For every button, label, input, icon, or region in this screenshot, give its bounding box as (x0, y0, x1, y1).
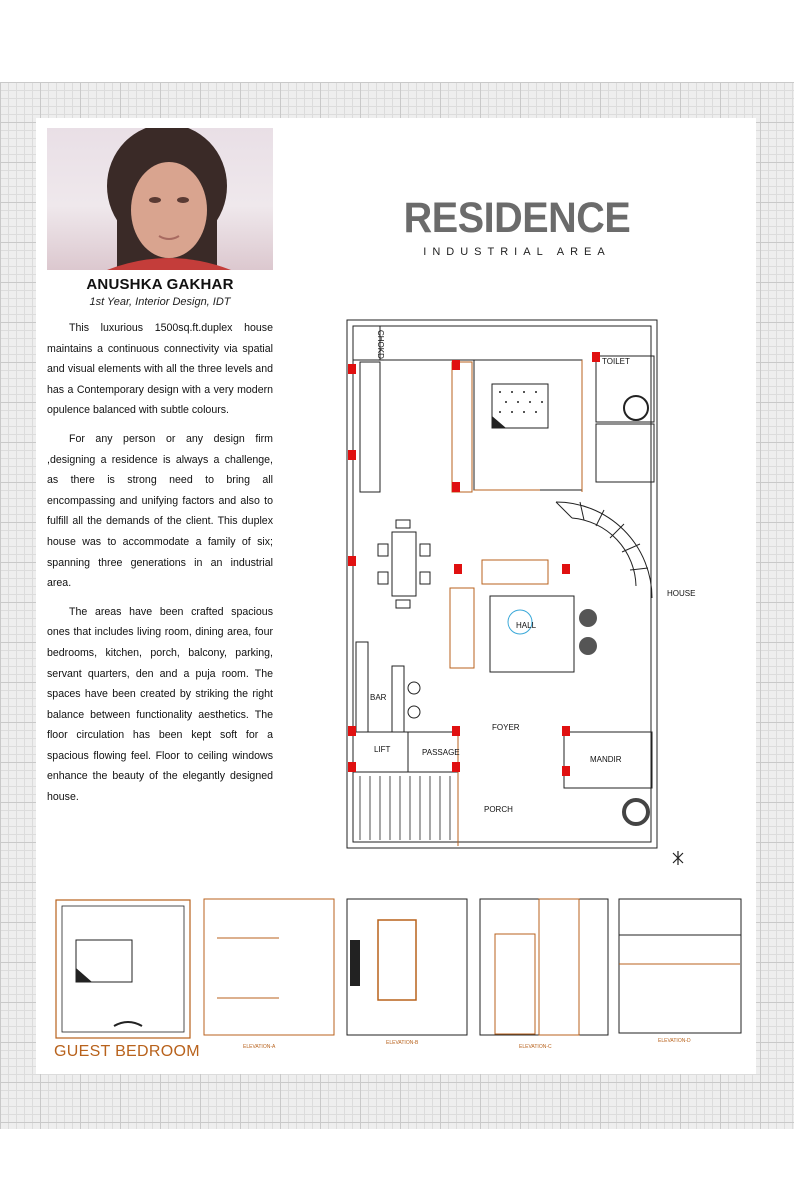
label-chokdi: CHOKDI (376, 330, 385, 362)
body-text (47, 318, 273, 816)
paragraph-3: The areas have been crafted spacious ones that includes living room, dining area, four bedrooms, kitchen, porch, balcony, parking, servant quarters, den and a puja room. The spaces have been created by striking the right balance between functionality aesthetics. The floor circulation has been kept soft for a spacious flowing feel. Floor to ceiling windows enhance the beauty of the elegantly designed house. (47, 605, 273, 804)
elevation-b-drawing (346, 898, 468, 1052)
elevation-b-caption: ELEVATION-B (386, 1040, 419, 1046)
author-photo (47, 128, 273, 270)
north-arrow-icon (673, 851, 683, 865)
elevation-d-caption: ELEVATION-D (658, 1038, 691, 1044)
label-lift: LIFT (374, 745, 391, 754)
label-hall: HALL (516, 621, 537, 630)
label-porch: PORCH (484, 805, 513, 814)
elevation-c-drawing (479, 898, 609, 1052)
paragraph-1: This luxurious 1500sq.ft.duplex house maintains a continuous connectivity via spatial and visual elements with all the three levels and has a Contemporary design with a very modern opulence balanced with subtle colours. (47, 322, 273, 417)
paragraph-2: For any person or any design firm ,designing a residence is always a challenge, as there is strong need to bring all encompassing and unifying factors and also to fulfill all the demands of the client. This duplex house was to accommodate a family of six; spanning three generations in an industrial area. (47, 432, 273, 590)
author-role: 1st Year, Interior Design, IDT (89, 296, 231, 308)
label-passage: PASSAGE (422, 748, 460, 757)
elevation-a-drawing (203, 898, 335, 1052)
label-house: HOUSE (667, 589, 696, 598)
label-foyer: FOYER (492, 723, 520, 732)
project-title: RESIDENCE (403, 194, 631, 242)
floor-plan (340, 316, 696, 872)
label-bar: BAR (370, 693, 387, 702)
label-toilet: TOILET (602, 357, 630, 366)
elevation-c-caption: ELEVATION-C (519, 1044, 552, 1050)
elevation-a-caption: ELEVATION-A (243, 1044, 276, 1050)
project-subtitle: INDUSTRIAL AREA (423, 246, 611, 258)
guest-bedroom-plan (54, 898, 194, 1040)
label-mandir: MANDIR (590, 755, 622, 764)
elevation-d-drawing (618, 898, 742, 1052)
author-name: ANUSHKA GAKHAR (86, 276, 234, 293)
guest-bedroom-caption: GUEST BEDROOM (54, 1043, 200, 1060)
